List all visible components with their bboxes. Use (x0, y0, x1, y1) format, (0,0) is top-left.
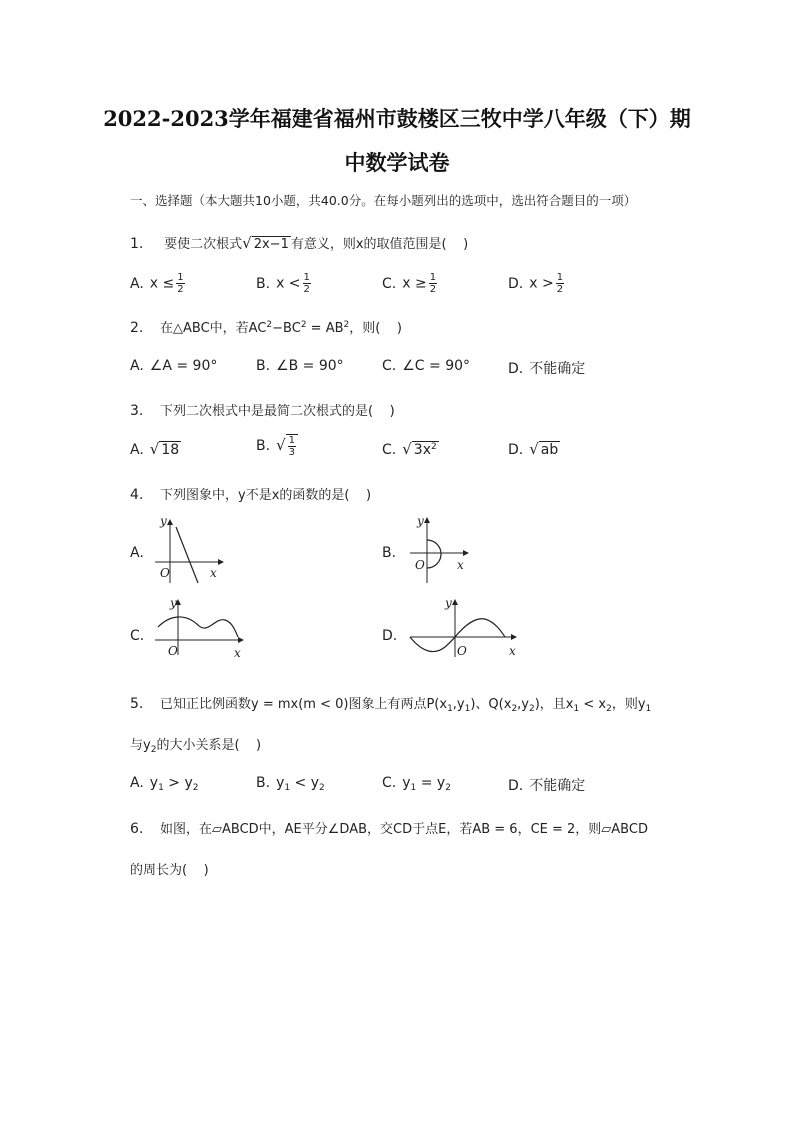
axis-x-label: x (234, 646, 241, 660)
q3-option-c[interactable]: C. √ $3x^2$ (382, 440, 437, 458)
question-6-line-1: 6. 如图，在▱ABCD中，AE平分∠DAB，交CD于点E，若AB = 6，CE = 2，则▱ABCD (130, 821, 648, 837)
q4-option-c[interactable]: C. (130, 628, 145, 644)
question-number: 2. (130, 320, 144, 336)
q5-option-c[interactable]: C. $y_1 = y_2$ (382, 775, 451, 793)
question-5-line-2: 与$y_2$的大小关系是( ) (130, 738, 262, 755)
q1-option-c[interactable]: C. x ≥ $\frac{1}{2}$ (382, 272, 437, 295)
question-number: 4. (130, 487, 144, 503)
q4-graph-a (150, 515, 225, 585)
q1-option-b[interactable]: B. x < $\frac{1}{2}$ (256, 272, 310, 295)
q2-option-a[interactable]: A. ∠A = 90° (130, 358, 218, 374)
q3-option-b[interactable]: B. √ $\frac{1}{3}$ (256, 434, 298, 458)
q4-option-a[interactable]: A. (130, 545, 144, 561)
q5-option-b[interactable]: B. $y_1 < y_2$ (256, 775, 325, 793)
question-6-line-2: 的周长为( ) (130, 863, 209, 878)
axis-y-label: y (170, 596, 177, 610)
q2-option-c[interactable]: C. ∠C = 90° (382, 358, 471, 374)
q5-option-a[interactable]: A. $y_1 > y_2$ (130, 775, 199, 793)
origin-label: O (457, 644, 467, 658)
q2-option-b[interactable]: B. ∠B = 90° (256, 358, 344, 374)
q3-option-a[interactable]: A. √ 18 (130, 440, 180, 458)
title-line-1: 2022-2023学年福建省福州市鼓楼区三牧中学八年级（下）期 (103, 106, 691, 131)
origin-label: O (415, 558, 425, 572)
axis-x-label: x (509, 644, 516, 658)
question-4: 4. 下列图象中，y不是x的函数的是( ) (130, 487, 372, 503)
axis-y-label: y (417, 514, 424, 528)
question-number: 5. (130, 696, 144, 712)
q1-option-d[interactable]: D. x > $\frac{1}{2}$ (508, 272, 564, 295)
q4-graph-b (405, 513, 470, 585)
q5-option-d[interactable]: D. 不能确定 (508, 778, 586, 794)
axis-x-label: x (210, 566, 217, 580)
question-3: 3. 下列二次根式中是最简二次根式的是( ) (130, 403, 395, 419)
q2-option-d[interactable]: D. 不能确定 (508, 361, 586, 377)
question-number: 3. (130, 403, 144, 419)
q1-option-a[interactable]: A. x ≤ $\frac{1}{2}$ (130, 272, 184, 295)
question-2: 2. 在△ABC中，若$AC^2-BC^2 = AB^2$，则( ) (130, 320, 402, 336)
q4-graph-c (150, 595, 245, 660)
axis-y-label: y (160, 515, 167, 528)
question-number: 1. (130, 236, 144, 252)
q4-option-d[interactable]: D. (382, 628, 398, 644)
title-line-2: 中数学试卷 (344, 150, 450, 175)
question-5-line-1: 5. 已知正比例函数y = mx(m < 0)图象上有两点$P(x_1,y_1)$、$Q(x_2,y_2)$，且$x_1 < x_2$，则$y_1$ (130, 696, 652, 714)
q3-option-d[interactable]: D. √ ab (508, 440, 559, 458)
section-heading: 一、选择题（本大题共10小题，共40.0分。在每小题列出的选项中，选出符合题目的一项） (130, 193, 637, 208)
origin-label: O (160, 566, 170, 580)
axis-x-label: x (457, 558, 464, 572)
q4-graph-d (405, 595, 520, 660)
origin-label: O (168, 644, 178, 658)
question-1: 1. 要使二次根式√ 2x−1 有意义，则x的取值范围是( ) (130, 234, 469, 252)
axis-y-label: y (445, 596, 452, 610)
q4-option-b[interactable]: B. (382, 545, 397, 561)
question-number: 6. (130, 821, 144, 837)
